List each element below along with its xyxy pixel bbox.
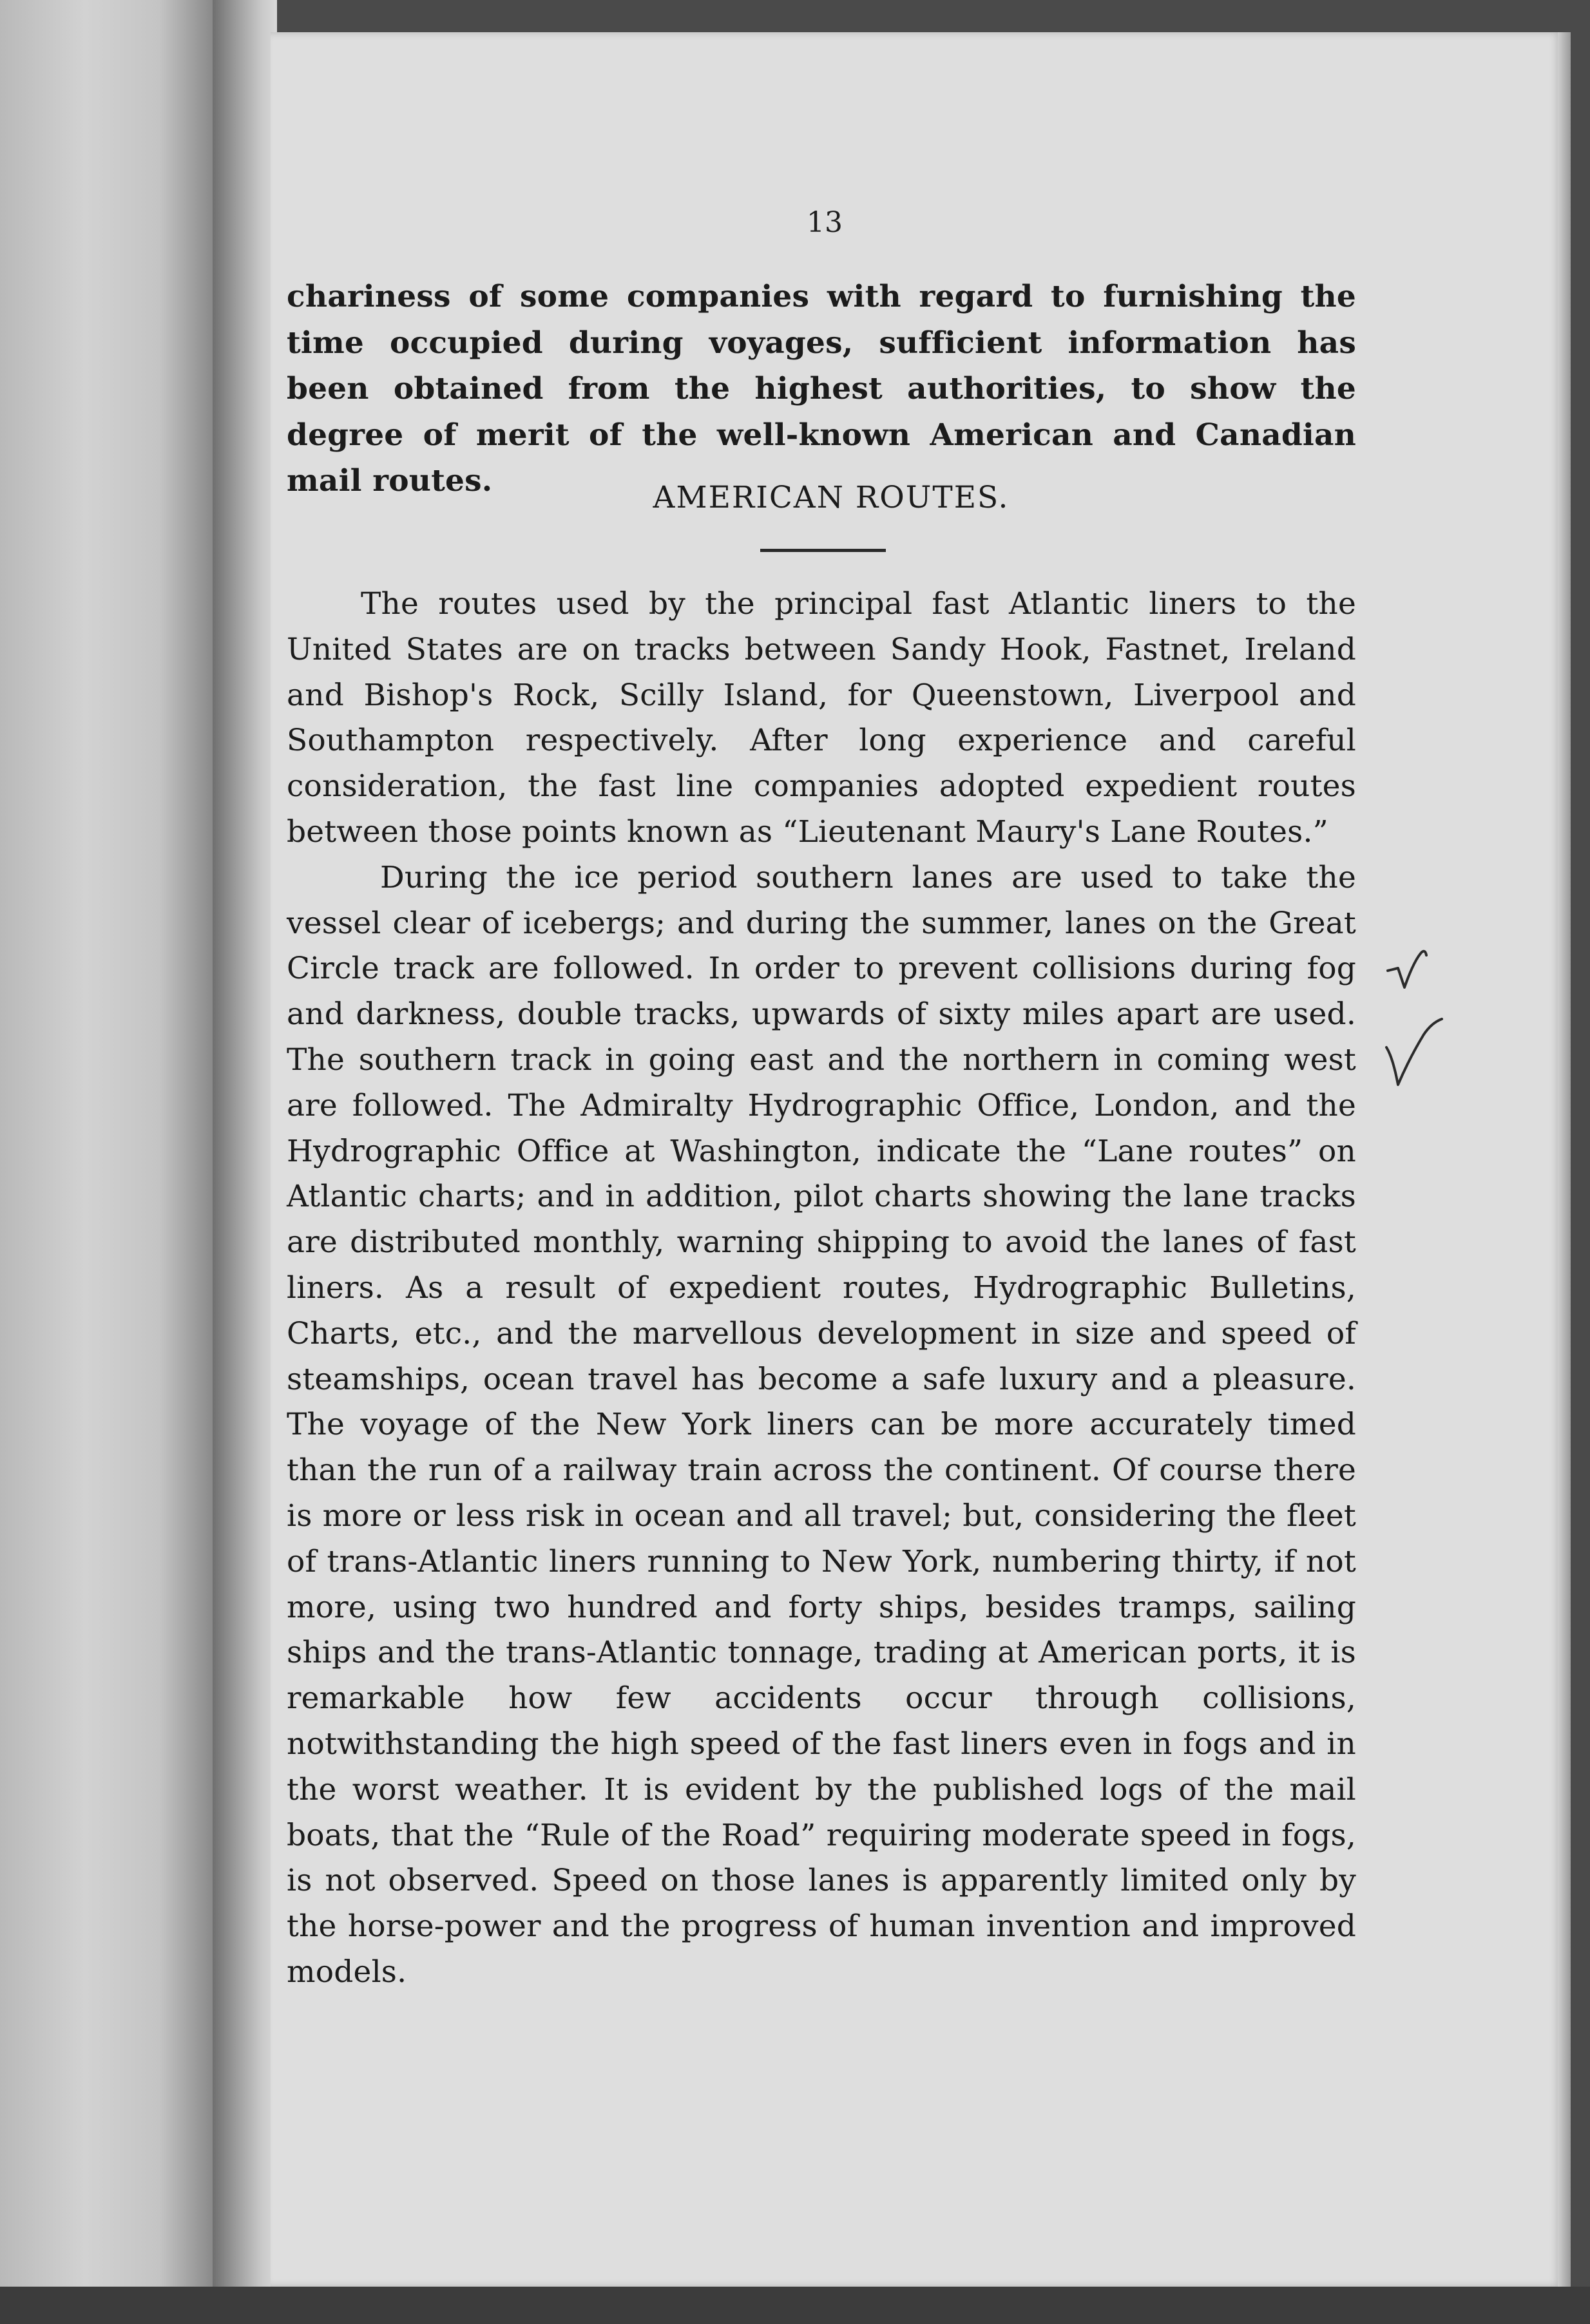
heading-rule [760, 549, 886, 552]
section-heading: AMERICAN ROUTES. [653, 480, 1010, 515]
intro-paragraph: chariness of some companies with regard to furnishing the time occupied during voyages, sufficient information has been obtained from the highest authorities, to show the degree of merit of the well-known American and Canadian mail routes. [287, 279, 1356, 499]
check-mark-icon [1379, 931, 1450, 1002]
paragraph: During the ice period southern lanes are used to take the vessel clear of icebergs; and during the summer, lanes on the Great Circle track are followed. In order to prevent collisions during fog and darkness, double tracks, upwards of sixty miles apart are used. The southern track in going east and the northern in coming west are followed. The Admiralty Hydrographic Office, London, and the Hydrographic Office at Washington, indicate the “Lane routes” on Atlantic charts; and in addition, pilot charts showing the lane tracks are distributed monthly, warning shipping to avoid the lanes of fast liners. As a result of expedient routes, Hydrographic Bulletins, Charts, etc., and the marvellous development in size and speed of steamships, ocean travel has become a safe luxury and a pleasure. The voyage of the New York liners can be more accurately timed than the run of a railway train across the continent. Of course there is more or less risk in ocean and all travel; but, considering the fleet of trans-Atlantic liners running to New York, numbering thirty, if not more, using two hundred and forty ships, besides tramps, sailing ships and the trans-Atlantic tonnage, trading at American ports, it is remarkable how few accidents occur through collisions, notwithstanding the high speed of the fast liners even in fogs and in the worst weather. It is evident by the published logs of the mail boats, that the “Rule of the Road” requiring moderate speed in fogs, is not observed. Speed on those lanes is apparently limited only by the horse-power and the progress of human invention and improved models. [287, 859, 1356, 1990]
paragraph: The routes used by the principal fast Atlantic liners to the United States are on tracks between Sandy Hook, Fastnet, Ireland and Bishop's Rock, Scilly Island, for Queenstown, Liverpool and Southampton respectively. After long experience and careful consideration, the fast line companies adopted expedient routes between those points known as “Lieutenant Maury's Lane Routes.” [287, 586, 1356, 850]
book-gutter [213, 0, 277, 2324]
left-page-edge [0, 0, 213, 2324]
section-body [287, 582, 1356, 1995]
page-number: 13 [807, 206, 843, 239]
check-mark-icon [1379, 1018, 1450, 1089]
page-edge [1558, 32, 1571, 2287]
scan-bottom-border [0, 2287, 1590, 2324]
